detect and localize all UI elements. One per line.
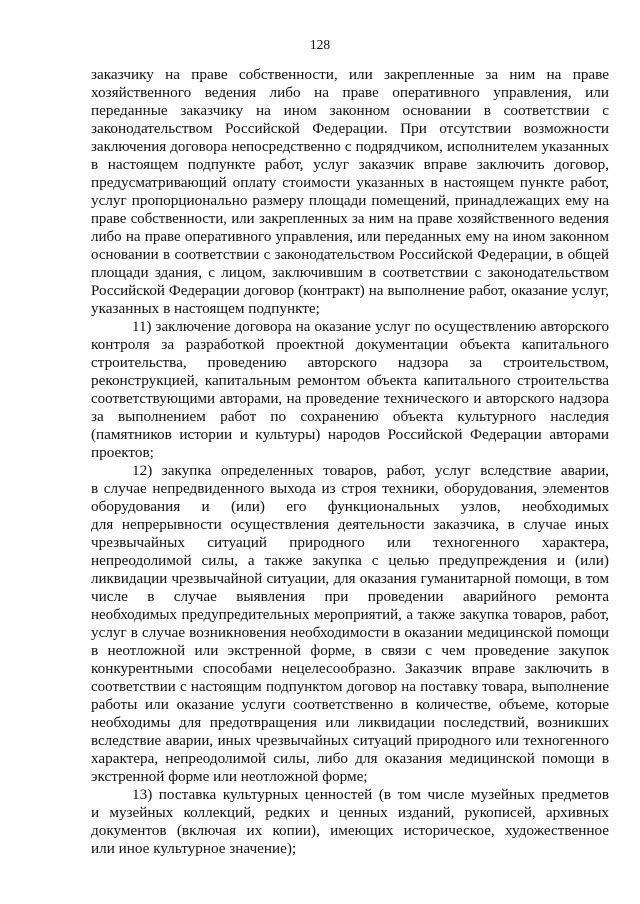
- text-line: числе в случае выявления при проведении аварийного ремонта: [91, 588, 609, 605]
- text-line: хозяйственного ведения либо на праве оперативного управления, или: [91, 84, 609, 101]
- text-line: переданные заказчику на ином законном основании в соответствии с: [91, 102, 609, 119]
- text-line: конкурентными способами нецелесообразно. Заказчик вправе заключить в: [91, 660, 609, 677]
- text-line: предусматривающий оплату стоимости указанных в настоящем пункте работ,: [91, 174, 609, 191]
- text-line: за выполнением работ по сохранению объекта культурного наследия: [91, 408, 609, 425]
- text-line: 12) закупка определенных товаров, работ, услуг вследствие аварии,: [132, 462, 609, 479]
- text-line: или иное культурное значение);: [91, 840, 297, 857]
- text-line: праве собственности, или закрепленных за ним на праве хозяйственного ведения: [91, 211, 609, 227]
- page-number: 128: [309, 37, 331, 52]
- text-line: (памятников истории и культуры) народов Российской Федерации авторами: [91, 426, 609, 443]
- text-line: соответствующими авторами, на проведение технического и авторского надзора: [91, 391, 609, 407]
- text-line: 13) поставка культурных ценностей (в том числе музейных предметов: [132, 786, 609, 803]
- text-line: в неотложной или экстренной форме, в связи с чем проведение закупок: [91, 642, 609, 659]
- text-line: работы или оказание услуги соответственно в количестве, объеме, которые: [91, 696, 609, 713]
- text-line: реконструкцией, капитальным ремонтом объекта капитального строительства: [91, 372, 609, 389]
- text-line: заказчику на праве собственности, или закрепленные за ним на праве: [91, 66, 609, 83]
- text-line: основании в соответствии с законодательством Российской Федерации, в общей: [91, 247, 609, 263]
- text-line: для непрерывности осуществления деятельности заказчика, в случае иных: [91, 516, 609, 533]
- text-line: законодательством Российской Федерации. При отсутствии возможности: [91, 120, 609, 137]
- text-line: чрезвычайных ситуаций природного или техногенного характера,: [91, 534, 609, 551]
- text-line: ликвидации чрезвычайной ситуации, для оказания гуманитарной помощи, в том: [91, 571, 609, 587]
- text-line: экстренной форме или неотложной форме;: [91, 768, 368, 785]
- text-line: непреодолимой силы, а также закупка с целью предупреждения и (или): [91, 552, 609, 569]
- text-line: в настоящем подпункте работ, услуг заказчик вправе заключить договор,: [91, 156, 609, 173]
- text-line: в случае непредвиденного выхода из строя техники, оборудования, элементов: [91, 480, 609, 497]
- text-line: и музейных коллекций, редких и ценных изданий, рукописей, архивных: [91, 804, 609, 821]
- text-line: характера, непреодолимой силы, либо для оказания медицинской помощи в: [91, 750, 609, 767]
- text-line: 11) заключение договора на оказание услуг по осуществлению авторского: [132, 319, 609, 335]
- text-line: услуг в случае возникновения необходимости в оказании медицинской помощи: [91, 624, 609, 641]
- text-line: необходимы для предотвращения или ликвидации последствий, возникших: [91, 714, 609, 731]
- text-line: документов (включая их копии), имеющих историческое, художественное: [91, 822, 609, 839]
- text-line: указанных в настоящем подпункте;: [91, 300, 320, 317]
- text-line: заключения договора непосредственно с подрядчиком, исполнителем указанных: [91, 139, 609, 155]
- text-line: площади здания, с лицом, заключившим в соответствии с законодательством: [91, 264, 609, 281]
- text-line: соответствии с настоящим подпунктом договор на поставку товара, выполнение: [91, 679, 609, 695]
- text-line: строительства, проведению авторского надзора за строительством,: [91, 354, 609, 371]
- text-line: контроля за разработкой проектной документации объекта капитального: [91, 336, 609, 353]
- text-line: необходимых предупредительных мероприятий, а также закупка товаров, работ,: [91, 607, 609, 623]
- text-line: оборудования и (или) его функциональных узлов, необходимых: [91, 498, 609, 515]
- text-line: либо на праве оперативного управления, или переданных ему на ином законном: [91, 229, 609, 245]
- text-line: услуг пропорционально размеру площади помещений, принадлежащих ему на: [91, 192, 609, 209]
- text-line: вследствие аварии, иных чрезвычайных ситуаций природного или техногенного: [91, 733, 609, 749]
- text-line: проектов;: [91, 444, 154, 461]
- text-line: Российской Федерации договор (контракт) на выполнение работ, оказание услуг,: [91, 283, 609, 299]
